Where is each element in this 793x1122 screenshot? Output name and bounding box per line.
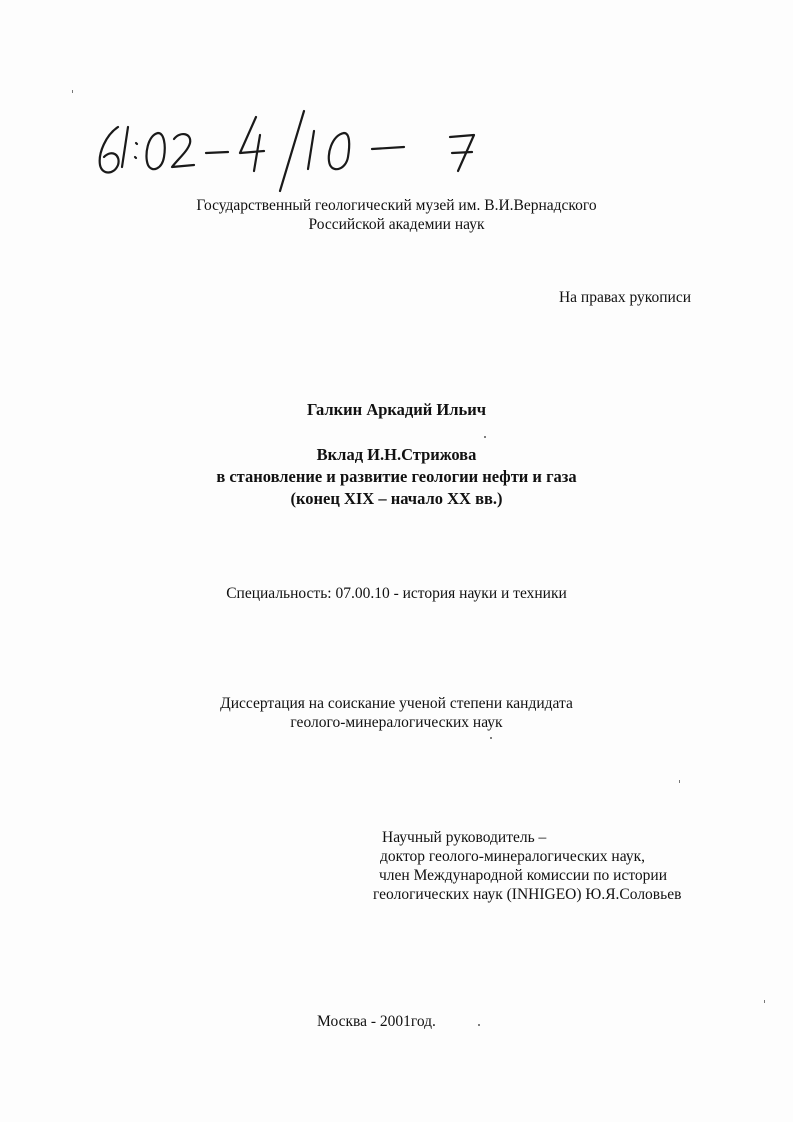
scan-speck xyxy=(764,1000,765,1003)
dissertation-line-1: Диссертация на соискание ученой степени кандидата xyxy=(220,695,573,712)
scan-speck xyxy=(484,436,486,438)
place-year: Москва - 2001год. xyxy=(317,1013,436,1030)
specialty: Специальность: 07.00.10 - история науки и техники xyxy=(226,585,567,602)
scan-speck xyxy=(478,1024,480,1026)
scan-speck xyxy=(490,737,492,739)
institution-line-2: Российской академии наук xyxy=(308,216,485,233)
scan-speck xyxy=(679,780,680,783)
rights-note: На правах рукописи xyxy=(558,289,691,306)
handwritten-number-drawing xyxy=(88,105,508,200)
title-line-2: в становление и развитие геологии нефти и газа xyxy=(216,467,577,486)
author-name: Галкин Аркадий Ильич xyxy=(306,400,487,419)
title-line-1: Вклад И.Н.Стрижова xyxy=(316,445,477,464)
scan-speck xyxy=(72,90,73,93)
supervisor-line-4: геологических наук (INHIGEO) Ю.Я.Соловьев xyxy=(373,886,682,903)
supervisor-line-1: Научный руководитель – xyxy=(382,829,547,846)
dissertation-line-2: геолого-минералогических наук xyxy=(290,714,503,731)
institution-line-1: Государственный геологический музей им. В.И.Вернадского xyxy=(196,197,597,214)
handwritten-catalog-number xyxy=(88,105,508,200)
supervisor-line-3: член Международной комиссии по истории xyxy=(379,867,667,884)
title-line-3: (конец XIX – начало XX вв.) xyxy=(290,489,503,508)
supervisor-line-2: доктор геолого-минералогических наук, xyxy=(380,848,645,865)
